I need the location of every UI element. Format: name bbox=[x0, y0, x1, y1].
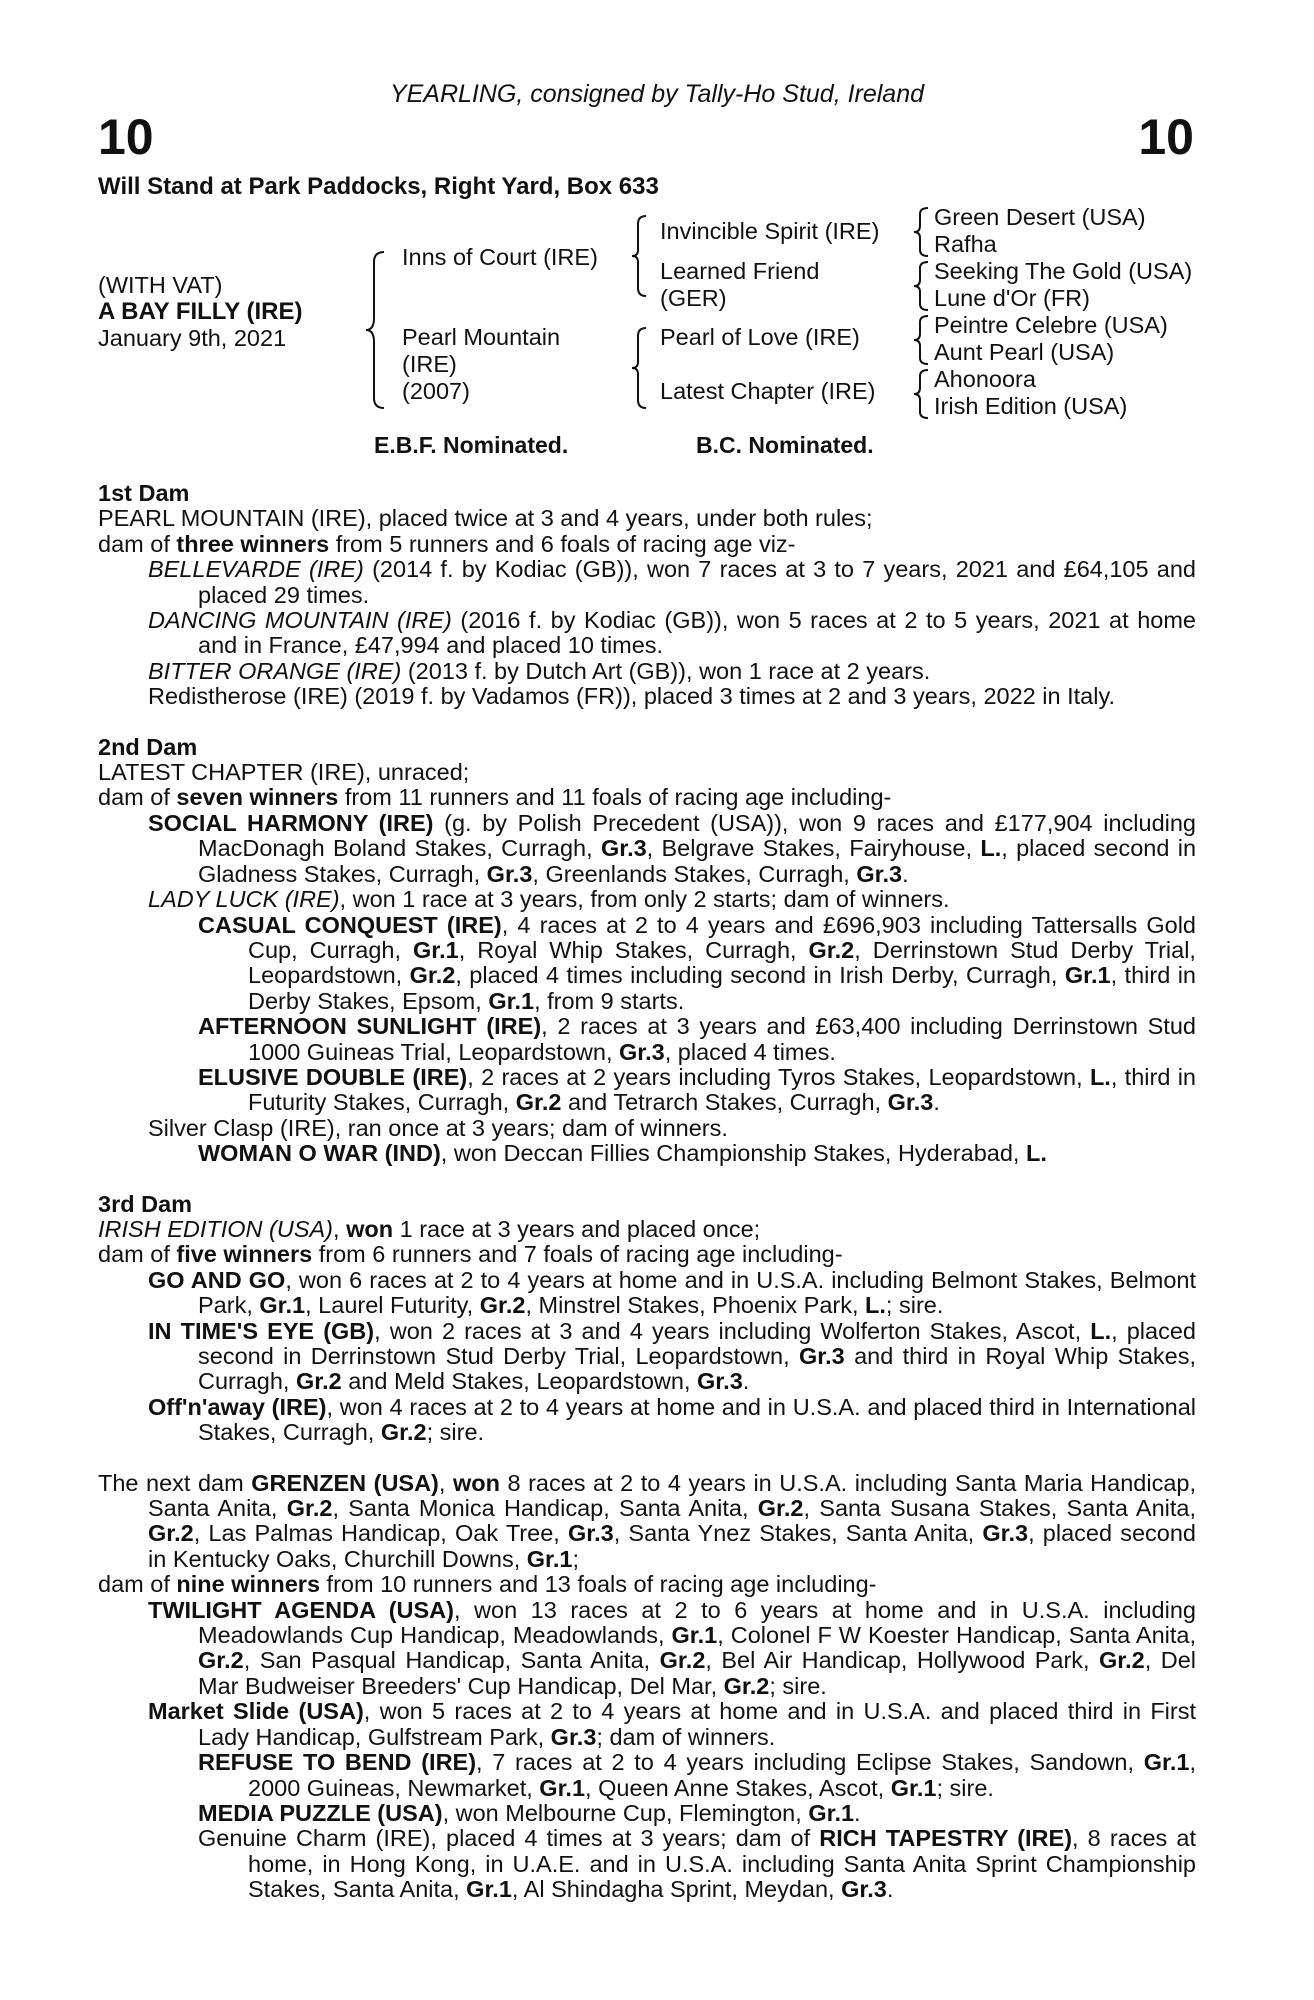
dam1-summary: PEARL MOUNTAIN (IRE), placed twice at 3 and 4 years, under both rules; bbox=[98, 505, 873, 532]
pedigree-brace-main bbox=[364, 250, 390, 410]
section-heading-1st-dam: 1st Dam bbox=[98, 480, 190, 506]
grand-produce-entry: REFUSE TO BEND (IRE), 7 races at 2 to 4 years including Eclipse Stakes, Sandown, Gr.1, 2000 Guineas, Newmarket, Gr.1, Queen Anne Stakes, Ascot, Gr.1; sire. bbox=[198, 1749, 1196, 1801]
dam2-summary: LATEST CHAPTER (IRE), unraced; bbox=[98, 759, 470, 786]
grand-produce-entry: WOMAN O WAR (IND), won Deccan Fillies Championship Stakes, Hyderabad, L. bbox=[198, 1140, 1047, 1167]
ancestor-8: Irish Edition (USA) bbox=[934, 393, 1128, 419]
ancestor-4: Lune d'Or (FR) bbox=[934, 285, 1090, 311]
grand-produce-entry: CASUAL CONQUEST (IRE), 4 races at 2 to 4 years and £696,903 including Tattersalls Gold Cup, Curragh, Gr.1, Royal Whip Stakes, Curragh, Gr.2, Derrinstown Stud Derby Trial, Leopardstown, Gr.2, placed 4 times including second in Irish Derby, Curragh, Gr.1, third in Derby Stakes, Epsom, Gr.1, from 9 starts. bbox=[198, 911, 1197, 1014]
produce-entry: IN TIME'S EYE (GB), won 2 races at 3 and 4 years including Wolferton Stakes, Ascot, L., placed second in Derrinstown Stud Derby Trial, Leopardstown, Gr.3 and third in Royal Whip Stakes, Curragh, Gr.2 and Meld Stakes, Leopardstown, Gr.3. bbox=[148, 1317, 1196, 1395]
pedigree-brace-g2 bbox=[912, 260, 932, 312]
dam3-produce-summary: dam of five winners from 6 runners and 7 foals of racing age including- bbox=[98, 1241, 843, 1268]
produce-entry: GO AND GO, won 6 races at 2 to 4 years at home and in U.S.A. including Belmont Stakes, Belmont Park, Gr.1, Laurel Futurity, Gr.2, Minstrel Stakes, Phoenix Park, L.; sire. bbox=[148, 1266, 1197, 1319]
ancestor-3: Seeking The Gold (USA) bbox=[934, 258, 1193, 284]
lot-name: A BAY FILLY (IRE) bbox=[98, 298, 303, 325]
produce-entry: BITTER ORANGE (IRE) (2013 f. by Dutch Art (GB)), won 1 race at 2 years. bbox=[148, 657, 931, 684]
produce-entry: SOCIAL HARMONY (IRE) (g. by Polish Precedent (USA)), won 9 races and £177,904 including MacDonagh Boland Stakes, Curragh, Gr.3, Belgrave Stakes, Fairyhouse, L., placed second in Gladness Stakes, Curragh, Gr.3, Greenlands Stakes, Curragh, Gr.3. bbox=[148, 809, 1197, 887]
produce-entry: Redistherose (IRE) (2019 f. by Vadamos (FR)), placed 3 times at 2 and 3 years, 2022 in Italy. bbox=[148, 683, 1115, 710]
grand-produce-entry: AFTERNOON SUNLIGHT (IRE), 2 races at 3 years and £63,400 including Derrinstown Stud 1000 Guineas Trial, Leopardstown, Gr.3, placed 4 times. bbox=[198, 1013, 1196, 1065]
produce-entry: Off'n'away (IRE), won 4 races at 2 to 4 years at home and in U.S.A. and placed third in International Stakes, Curragh, Gr.2; sire. bbox=[148, 1393, 1196, 1446]
section-heading-3rd-dam: 3rd Dam bbox=[98, 1190, 193, 1217]
lot-number-right: 10 bbox=[1138, 109, 1194, 165]
grand-produce-entry: ELUSIVE DOUBLE (IRE), 2 races at 2 years including Tyros Stakes, Leopardstown, L., third in Futurity Stakes, Curragh, Gr.2 and Tetrarch Stakes, Curragh, Gr.3. bbox=[198, 1063, 1196, 1116]
section-heading-2nd-dam: 2nd Dam bbox=[98, 733, 198, 760]
produce-entry: TWILIGHT AGENDA (USA), won 13 races at 2 to 6 years at home and in U.S.A. including Meadowlands Cup Handicap, Meadowlands, Gr.1, Colonel F W Koester Handicap, Santa Anita, Gr.2, San Pasqual Handicap, Santa Anita, Gr.2, Bel Air Handicap, Hollywood Park, Gr.2, Del Mar Budweiser Breeders' Cup Handicap, Del Mar, Gr.2; sire. bbox=[148, 1596, 1196, 1699]
next-dam-produce-summary: dam of nine winners from 10 runners and 13 foals of racing age including- bbox=[98, 1571, 877, 1598]
dam2-produce-summary: dam of seven winners from 11 runners and 11 foals of racing age including- bbox=[98, 784, 892, 811]
pedigree-brace-g4 bbox=[912, 368, 932, 420]
catalogue-body bbox=[98, 481, 1196, 1903]
ancestor-2: Rafha bbox=[934, 231, 997, 257]
pedigree-brace-g1 bbox=[912, 206, 932, 258]
dam1-produce-summary: dam of three winners from 5 runners and 6 foals of racing age viz- bbox=[98, 530, 796, 557]
produce-entry: LADY LUCK (IRE), won 1 race at 3 years, from only 2 starts; dam of winners. bbox=[148, 886, 950, 913]
sire-dam-line-2: (GER) bbox=[660, 285, 727, 311]
stand-location: Will Stand at Park Paddocks, Right Yard, Box 633 bbox=[98, 173, 659, 200]
produce-entry: DANCING MOUNTAIN (IRE) (2016 f. by Kodiac (GB)), won 5 races at 2 to 5 years, 2021 at home and in France, £47,994 and placed 10 times. bbox=[148, 607, 1196, 659]
dam-line-2: (IRE) bbox=[402, 351, 457, 377]
dam-line-1: Pearl Mountain bbox=[402, 324, 561, 350]
grand-produce-entry: Genuine Charm (IRE), placed 4 times at 3 years; dam of RICH TAPESTRY (IRE), 8 races at home, in Hong Kong, in U.A.E. and in U.S.A. including Santa Anita Sprint Championship Stakes, Santa Anita, Gr.1, Al Shindagha Sprint, Meydan, Gr.3. bbox=[198, 1825, 1196, 1903]
sire: Inns of Court (IRE) bbox=[402, 244, 598, 270]
produce-entry: Market Slide (USA), won 5 races at 2 to 4 years at home and in U.S.A. and placed third in First Lady Handicap, Gulfstream Park, Gr.3; dam of winners. bbox=[148, 1698, 1196, 1750]
sire-sire: Invincible Spirit (IRE) bbox=[660, 218, 880, 244]
pedigree-brace-g3 bbox=[912, 314, 932, 366]
lot-number-left: 10 bbox=[98, 109, 154, 165]
produce-entry: Silver Clasp (IRE), ran once at 3 years; dam of winners. bbox=[148, 1114, 728, 1141]
dam-sire: Pearl of Love (IRE) bbox=[660, 324, 860, 350]
ebf-nominated: E.B.F. Nominated. bbox=[374, 432, 569, 458]
next-dam-summary: The next dam GRENZEN (USA), won 8 races at 2 to 4 years in U.S.A. including Santa Maria Handicap, Santa Anita, Gr.2, Santa Monica Handicap, Santa Anita, Gr.2, Santa Susana Stakes, Santa Anita, Gr.2, Las Palmas Handicap, Oak Tree, Gr.3, Santa Ynez Stakes, Santa Anita, Gr.3, placed second in Kentucky Oaks, Churchill Downs, Gr.1; bbox=[98, 1469, 1197, 1572]
sire-dam-line-1: Learned Friend bbox=[660, 258, 820, 284]
ancestor-7: Ahonoora bbox=[934, 366, 1036, 392]
bc-nominated: B.C. Nominated. bbox=[696, 432, 874, 458]
dam3-summary: IRISH EDITION (USA), won 1 race at 3 years and placed once; bbox=[98, 1215, 761, 1242]
dam-dam: Latest Chapter (IRE) bbox=[660, 378, 876, 404]
ancestor-5: Peintre Celebre (USA) bbox=[934, 312, 1168, 338]
consignor-line: YEARLING, consigned by Tally-Ho Stud, Ireland bbox=[389, 80, 925, 108]
ancestor-1: Green Desert (USA) bbox=[934, 204, 1146, 230]
grand-produce-entry: MEDIA PUZZLE (USA), won Melbourne Cup, Flemington, Gr.1. bbox=[198, 1799, 861, 1826]
foaling-date: January 9th, 2021 bbox=[98, 325, 287, 351]
produce-entry: BELLEVARDE (IRE) (2014 f. by Kodiac (GB)), won 7 races at 3 to 7 years, 2021 and £64,105 and placed 29 times. bbox=[148, 556, 1196, 608]
pedigree-brace-dam bbox=[630, 326, 650, 410]
dam-line-3: (2007) bbox=[402, 378, 470, 404]
pedigree-brace-sire bbox=[630, 214, 650, 298]
ancestor-6: Aunt Pearl (USA) bbox=[934, 339, 1115, 365]
vat-note: (WITH VAT) bbox=[98, 272, 223, 298]
